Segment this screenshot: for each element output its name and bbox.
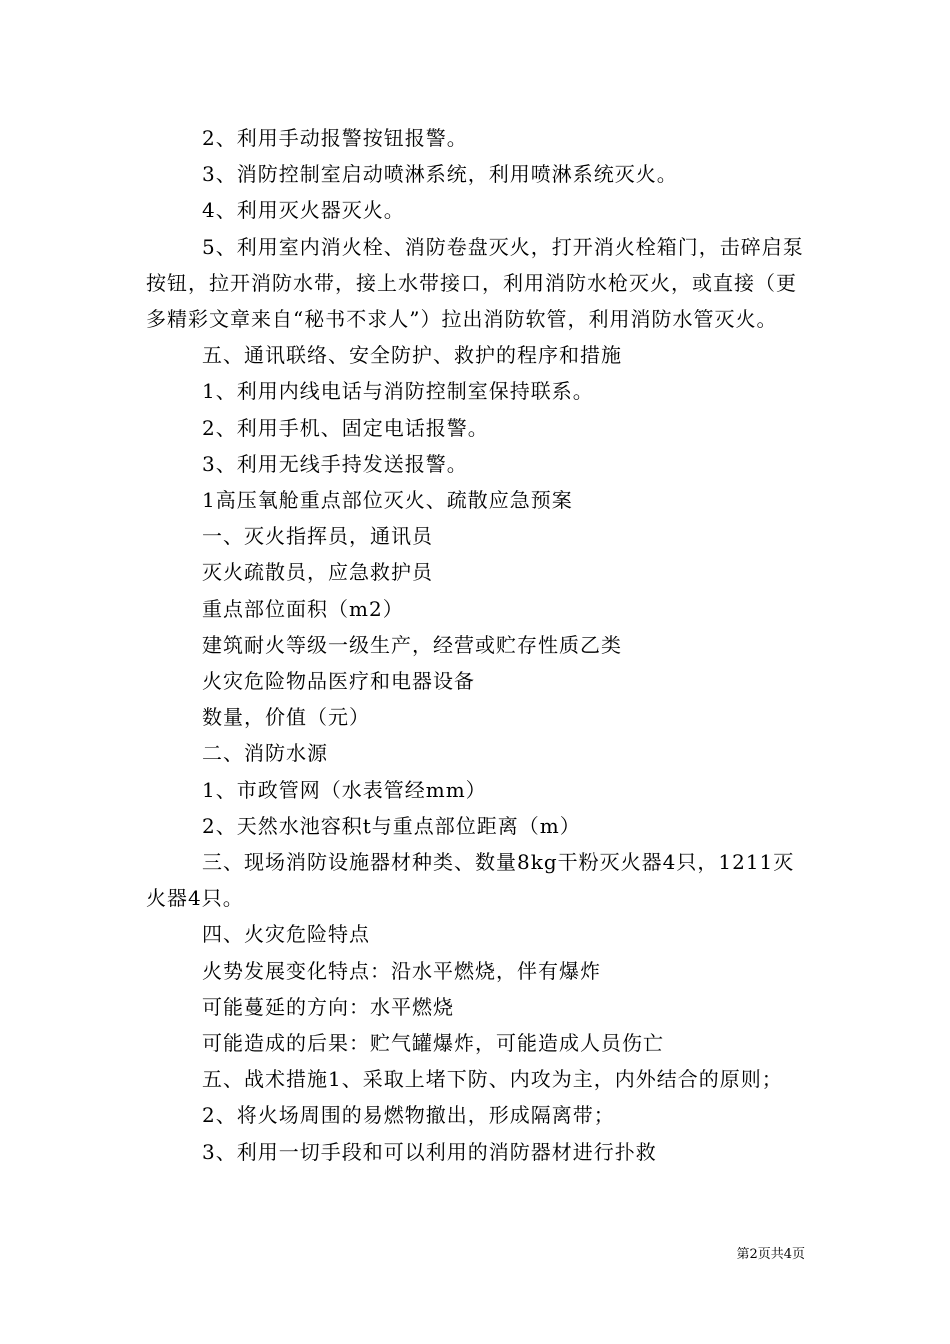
section-heading: 五、战术措施1、采取上堵下防、内攻为主，内外结合的原则； [202, 1067, 783, 1092]
section-heading: 三、现场消防设施器材种类、数量8kg干粉灭火器4只，1211灭火器4只。 [146, 850, 795, 911]
paragraph: 火势发展变化特点：沿水平燃烧，伴有爆炸 [202, 958, 601, 983]
plan-title: 1高压氧舱重点部位灭火、疏散应急预案 [202, 488, 573, 513]
section-heading: 二、消防水源 [202, 741, 328, 766]
paragraph: 2、利用手动报警按钮报警。 [202, 126, 468, 150]
paragraph: 3、消防控制室启动喷淋系统，利用喷淋系统灭火。 [202, 162, 678, 187]
paragraph: 3、利用无线手持发送报警。 [202, 451, 468, 476]
paragraph: 数量，价值（元） [202, 705, 370, 730]
paragraph: 2、将火场周围的易燃物撤出，形成隔离带； [202, 1103, 615, 1128]
paragraph: 2、利用手机、固定电话报警。 [202, 415, 489, 440]
section-heading: 五、通讯联络、安全防护、救护的程序和措施 [202, 343, 622, 368]
paragraph: 火灾危险物品医疗和电器设备 [202, 669, 475, 694]
paragraph: 3、利用一切手段和可以利用的消防器材进行扑救 [202, 1139, 657, 1164]
paragraph: 建筑耐火等级一级生产，经营或贮存性质乙类 [202, 632, 622, 657]
paragraph: 灭火疏散员，应急救护员 [202, 560, 433, 585]
paragraph: 可能蔓延的方向：水平燃烧 [202, 994, 454, 1019]
section-heading: 一、灭火指挥员，通讯员 [202, 524, 433, 549]
page-number: 第2页共4页 [736, 1247, 805, 1262]
paragraph: 可能造成的后果：贮气罐爆炸，可能造成人员伤亡 [202, 1031, 664, 1056]
paragraph: 4、利用灭火器灭火。 [202, 198, 405, 223]
paragraph: 重点部位面积（m2） [202, 596, 404, 621]
paragraph: 2、天然水池容积t与重点部位距离（m） [202, 813, 581, 838]
paragraph: 1、市政管网（水表管经mm） [202, 777, 487, 802]
document-body [146, 120, 806, 1170]
paragraph: 5、利用室内消火栓、消防卷盘灭火，打开消火栓箱门，击碎启泵按钮，拉开消防水带，接上水带接口，利用消防水枪灭火，或直接（更多精彩文章来自“秘书不求人”）拉出消防软管，利用消防水管灭火。 [146, 234, 804, 332]
section-heading: 四、火灾危险特点 [202, 922, 370, 947]
paragraph: 1、利用内线电话与消防控制室保持联系。 [202, 379, 594, 404]
